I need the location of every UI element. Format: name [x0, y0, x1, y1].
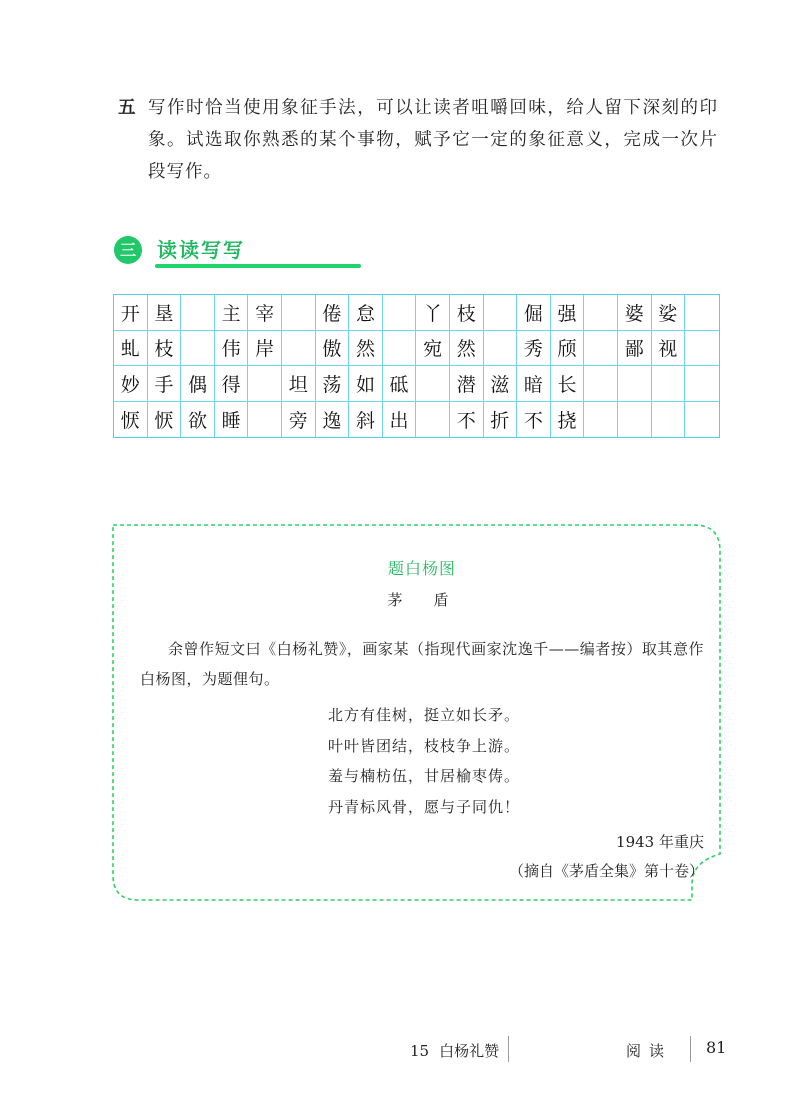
- grid-cell: [618, 402, 652, 438]
- grid-cell: [652, 402, 686, 438]
- footer-lesson: [410, 1040, 499, 1061]
- exercise-text: 写作时恰当使用象征手法，可以让读者咀嚼回味，给人留下深刻的印象。试选取你熟悉的某个事物，赋予它一定的象征意义，完成一次片段写作。: [148, 98, 718, 182]
- grid-cell: 伟: [215, 331, 249, 367]
- grid-cell: 潜: [450, 366, 484, 402]
- grid-cell: 如: [349, 366, 383, 402]
- grid-cell: [282, 331, 316, 367]
- grid-cell: 然: [450, 331, 484, 367]
- grid-cell: 偶: [181, 366, 215, 402]
- exercise-number: 五: [118, 98, 136, 118]
- grid-cell: [383, 331, 417, 367]
- grid-cell: 坦: [282, 366, 316, 402]
- section-header: [113, 230, 253, 270]
- grid-cell: [685, 366, 719, 402]
- grid-cell: 得: [215, 366, 249, 402]
- grid-cell: [416, 402, 450, 438]
- grid-cell: 出: [383, 402, 417, 438]
- grid-cell: 虬: [114, 331, 148, 367]
- grid-cell: 欲: [181, 402, 215, 438]
- grid-cell: 挠: [551, 402, 585, 438]
- poem-line: 北方有佳树，挺立如长矛。: [328, 706, 521, 724]
- grid-cell: 秀: [517, 331, 551, 367]
- grid-cell: [584, 366, 618, 402]
- grid-cell: 妙: [114, 366, 148, 402]
- poem-block: [140, 556, 704, 886]
- grid-cell: 丫: [416, 295, 450, 331]
- grid-cell: 滋: [484, 366, 518, 402]
- grid-cell: 婆: [618, 295, 652, 331]
- section-number-icon: [113, 235, 143, 265]
- footer-lesson-title: 白杨礼赞: [439, 1042, 500, 1060]
- grid-cell: 怠: [349, 295, 383, 331]
- grid-cell: 斜: [349, 402, 383, 438]
- grid-cell: 颀: [551, 331, 585, 367]
- poem-line: 羞与楠枋伍，甘居榆枣俦。: [328, 767, 521, 785]
- grid-cell: 枝: [450, 295, 484, 331]
- grid-cell: 砥: [383, 366, 417, 402]
- poem-intro: 余曾作短文曰《白杨礼赞》，画家某（指现代画家沈逸千——编者按）取其意作白杨图，为题俚句。: [140, 640, 704, 688]
- grid-cell: 宰: [248, 295, 282, 331]
- grid-cell: 恹: [114, 402, 148, 438]
- grid-cell: [618, 366, 652, 402]
- grid-cell: 主: [215, 295, 249, 331]
- grid-cell: 倦: [316, 295, 350, 331]
- word-grid: [113, 294, 720, 438]
- grid-cell: [383, 295, 417, 331]
- grid-cell: [685, 295, 719, 331]
- grid-cell: 折: [484, 402, 518, 438]
- grid-cell: [584, 402, 618, 438]
- exercise-five: [118, 92, 718, 188]
- page-number: 81: [706, 1038, 727, 1057]
- grid-cell: 开: [114, 295, 148, 331]
- grid-cell: 娑: [652, 295, 686, 331]
- poem-source: （摘自《茅盾全集》第十卷）: [508, 862, 704, 880]
- grid-cell: 旁: [282, 402, 316, 438]
- grid-cell: 睡: [215, 402, 249, 438]
- grid-cell: [181, 295, 215, 331]
- grid-cell: 手: [148, 366, 182, 402]
- grid-cell: 鄙: [618, 331, 652, 367]
- section-title: 读读写写: [157, 238, 245, 262]
- grid-cell: 枝: [148, 331, 182, 367]
- grid-cell: [181, 331, 215, 367]
- grid-cell: [584, 295, 618, 331]
- grid-cell: [652, 366, 686, 402]
- grid-cell: [248, 402, 282, 438]
- section-underline: [155, 264, 361, 268]
- grid-cell: [685, 331, 719, 367]
- grid-cell: 强: [551, 295, 585, 331]
- footer-section: 阅读: [626, 1042, 673, 1060]
- poem-line: 丹青标风骨，愿与子同仇！: [328, 797, 521, 816]
- grid-cell: 然: [349, 331, 383, 367]
- grid-cell: 傲: [316, 331, 350, 367]
- grid-cell: 长: [551, 366, 585, 402]
- footer-lesson-number: 15: [410, 1042, 430, 1060]
- grid-cell: [248, 366, 282, 402]
- poem-author: 茅 盾: [387, 591, 457, 609]
- grid-cell: [584, 331, 618, 367]
- grid-cell: 暗: [517, 366, 551, 402]
- grid-cell: 岸: [248, 331, 282, 367]
- grid-cell: 宛: [416, 331, 450, 367]
- grid-cell: 逸: [316, 402, 350, 438]
- grid-cell: 不: [450, 402, 484, 438]
- grid-cell: 荡: [316, 366, 350, 402]
- grid-cell: [685, 402, 719, 438]
- grid-cell: [484, 331, 518, 367]
- grid-cell: 不: [517, 402, 551, 438]
- poem-line: 叶叶皆团结，枝枝争上游。: [328, 736, 521, 755]
- footer-divider: [690, 1036, 691, 1062]
- grid-cell: 恹: [148, 402, 182, 438]
- poem-date: 1943 年重庆: [616, 833, 704, 851]
- grid-cell: [282, 295, 316, 331]
- grid-cell: [484, 295, 518, 331]
- grid-cell: 视: [652, 331, 686, 367]
- section-number: 三: [119, 240, 137, 260]
- footer-divider: [508, 1036, 509, 1062]
- poem-title: 题白杨图: [387, 559, 456, 578]
- poem-lines: [328, 700, 704, 822]
- grid-cell: [416, 366, 450, 402]
- grid-cell: 倔: [517, 295, 551, 331]
- grid-cell: 垦: [148, 295, 182, 331]
